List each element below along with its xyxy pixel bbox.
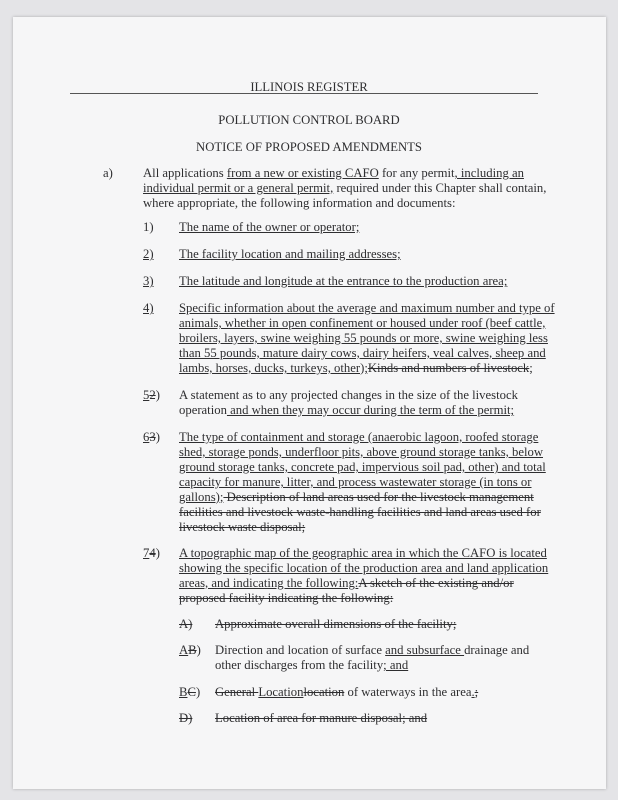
sub-a-label: A) [179, 617, 193, 631]
item-6-line-7: livestock waste disposal; [179, 520, 306, 534]
section-a-label: a) [103, 166, 113, 180]
item-1-text: The name of the owner or operator; [179, 220, 360, 234]
text-run: ) [155, 388, 160, 402]
item-6-line-5 [179, 490, 534, 504]
item-6-line-3: ground storage tanks, concrete pad, impervious soil pad, other) and total [179, 460, 546, 474]
deleted-text: B [188, 643, 197, 657]
item-7-line-3 [179, 576, 514, 590]
section-a-line-3: where appropriate, the following information and documents: [143, 196, 456, 210]
item-2-text: The facility location and mailing addresses; [179, 247, 401, 261]
item-3-number: 3) [143, 274, 154, 288]
inserted-text: from a new or existing CAFO [226, 166, 379, 180]
item-4-line-2: animals, whether in open confinement or housed under roof (beef cattle, [179, 316, 546, 330]
item-5-number [143, 388, 160, 402]
inserted-text: areas, and indicating the following: [179, 576, 359, 590]
section-a-line-1 [143, 166, 524, 180]
text-run: of waterways in the area [344, 685, 472, 699]
inserted-text: . [471, 685, 475, 699]
item-7-line-4: proposed facility indicating the following: [179, 591, 394, 605]
deleted-text: 3 [149, 430, 156, 444]
item-4-line-3: broilers, layers, swine weighing 55 pounds or more, swine weighing less [179, 331, 548, 345]
text-run: for any permit [378, 166, 455, 180]
item-4-line-4: than 55 pounds, mature dairy cows, dairy heifers, veal calves, sheep and [179, 346, 546, 360]
deleted-text: ; [474, 685, 479, 699]
item-4-line-1: Specific information about the average and maximum number and type of [179, 301, 555, 315]
item-6-line-2: shed, storage ponds, underfloor pits, above ground storage tanks, below [179, 445, 543, 459]
item-4-number: 4) [143, 301, 154, 315]
sub-c-label [179, 685, 200, 699]
deleted-text: A sketch of the existing and/or [358, 576, 514, 590]
inserted-text: A [179, 643, 189, 657]
inserted-text: lambs, horses, ducks, turkeys, other); [179, 361, 368, 375]
sub-a-text: Approximate overall dimensions of the facility; [215, 617, 457, 631]
text-run: All applications [143, 166, 227, 180]
notice-title: NOTICE OF PROPOSED AMENDMENTS [196, 140, 422, 154]
deleted-text: 4 [149, 546, 156, 560]
item-7-line-1: A topographic map of the geographic area in which the CAFO is located [179, 546, 547, 560]
sub-b-line-2 [215, 658, 408, 672]
sub-d-text: Location of area for manure disposal; and [215, 711, 428, 725]
text-run: Direction and location of surface [215, 643, 386, 657]
text-run: other discharges from the facility [215, 658, 384, 672]
deleted-text: C [187, 685, 196, 699]
item-5-line-1: A statement as to any projected changes in the size of the livestock [179, 388, 518, 402]
item-4-line-5 [179, 361, 533, 375]
text-run: ) [196, 643, 201, 657]
inserted-text: ; and [383, 658, 409, 672]
sub-b-label [179, 643, 201, 657]
item-2-number: 2) [143, 247, 154, 261]
inserted-text: , including an [454, 166, 524, 180]
item-6-line-1: The type of containment and storage (anaerobic lagoon, roofed storage [179, 430, 539, 444]
register-title: ILLINOIS REGISTER [250, 80, 368, 94]
inserted-text: Location [258, 685, 304, 699]
item-3-text: The latitude and longitude at the entrance to the production area; [179, 274, 508, 288]
inserted-text: B [179, 685, 188, 699]
text-run: ; [529, 361, 533, 375]
deleted-text: location [303, 685, 345, 699]
sub-b-line-1 [215, 643, 529, 657]
inserted-text: and when they may occur during the term of the permit; [226, 403, 515, 417]
sub-c-text [215, 685, 478, 699]
item-6-line-6: facilities and livestock waste-handling facilities and land areas used for [179, 505, 541, 519]
item-1-number: 1) [143, 220, 154, 234]
header-rule [70, 93, 538, 94]
sub-d-label: D) [179, 711, 193, 725]
item-6-line-4: capacity for manure, litter, and process wastewater storage (in tons or [179, 475, 532, 489]
section-a-line-2 [143, 181, 546, 195]
inserted-text: and subsurface [385, 643, 465, 657]
item-7-line-2: showing the specific location of the production area and land application [179, 561, 549, 575]
text-run: operation [179, 403, 227, 417]
inserted-text: 5 [143, 388, 150, 402]
agency-name: POLLUTION CONTROL BOARD [218, 113, 400, 127]
inserted-text: individual permit or a general permit, [143, 181, 334, 195]
deleted-text: 2 [149, 388, 156, 402]
inserted-text: 6 [143, 430, 150, 444]
inserted-text: gallons); [179, 490, 224, 504]
text-run: required under this Chapter shall contain, [333, 181, 547, 195]
deleted-text: Description of land areas used for the livestock management [223, 490, 534, 504]
text-run: ) [195, 685, 201, 699]
item-5-line-2 [179, 403, 514, 417]
text-run: drainage and [464, 643, 530, 657]
item-6-number [143, 430, 160, 444]
text-run: ) [155, 546, 160, 560]
inserted-text: 7 [143, 546, 150, 560]
text-run: ) [155, 430, 160, 444]
deleted-text: Kinds and numbers of livestock [367, 361, 530, 375]
deleted-text: General [215, 685, 259, 699]
item-7-number [143, 546, 160, 560]
